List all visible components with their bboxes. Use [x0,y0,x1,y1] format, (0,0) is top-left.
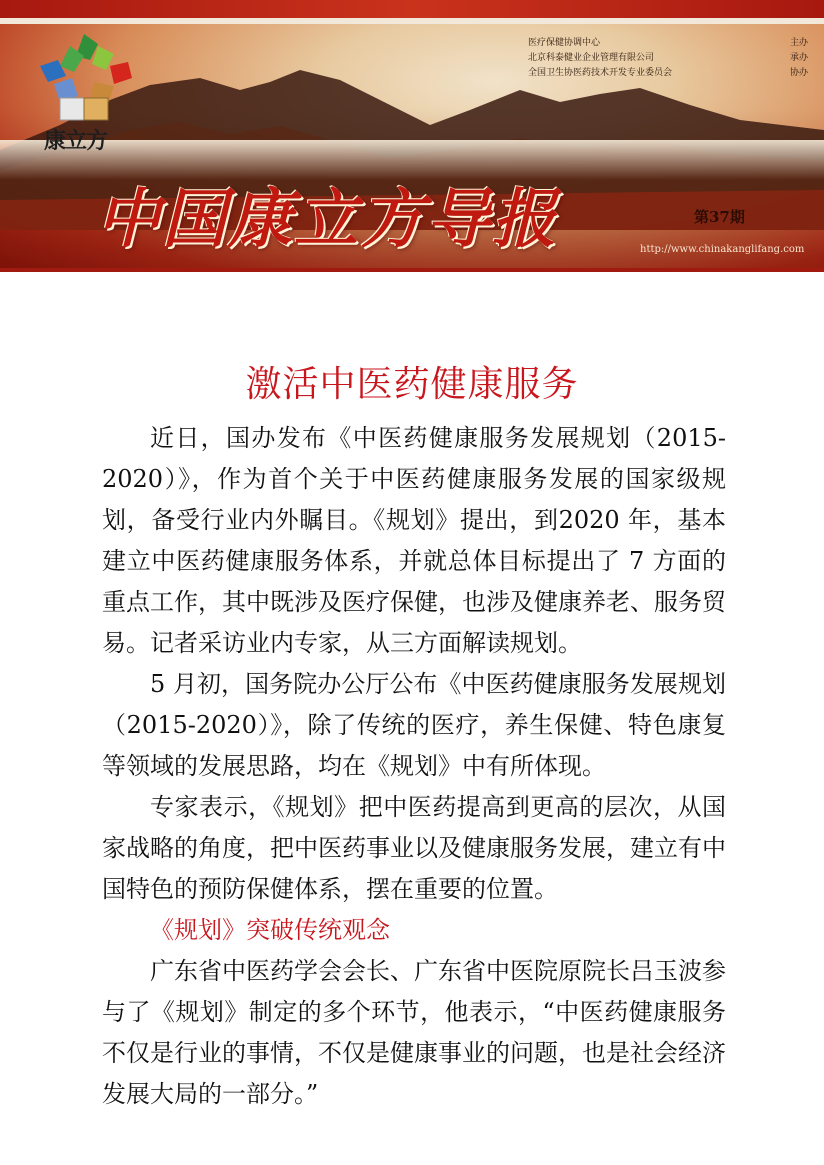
article-paragraph: 专家表示，《规划》把中医药提高到更高的层次，从国家战略的角度，把中医药事业以及健康服务发展，建立有中国特色的预防保健体系，摆在重要的位置。 [102,793,726,903]
sponsor-row [528,66,808,81]
sponsor-name: 全国卫生协医药技术开发专业委员会 [528,68,673,78]
article-paragraph: 广东省中医药学会会长、广东省中医院原院长吕玉波参与了《规划》制定的多个环节，他表示，“中医药健康服务不仅是行业的事情，不仅是健康事业的问题，也是社会经济发展大局的一部分。” [102,957,726,1108]
banner-top-stripe [0,0,824,18]
sponsor-role: 协办 [789,68,808,78]
sponsor-row [528,36,808,51]
banner-bottom-rule [0,268,824,272]
sponsor-row [528,51,808,66]
article-body [102,418,726,1115]
newspaper-masthead: 中国康立方导报 [96,182,558,257]
sponsor-name: 医疗保健协调中心 [528,38,601,48]
issue-number: 第37期 [694,208,745,226]
banner-top-rule [0,18,824,24]
article-paragraph: 近日，国办发布《中医药健康服务发展规划（2015-2020）》，作为首个关于中医药健康服务发展的国家级规划，备受行业内外瞩目。《规划》提出，到2020 年，基本建立中医药健康服务体系，并就总体目标提出了 7 方面的重点工作，其中既涉及医疗保健，也涉及健康养老、服务贸易。记者采访业内专家，从三方面解读规划。 [102,424,726,657]
sponsor-role: 承办 [789,53,808,63]
newspaper-banner [0,0,824,272]
logo-wordmark: 康立方 [44,129,108,154]
article-paragraph: 5 月初，国务院办公厅公布《中医药健康服务发展规划（2015-2020）》，除了传统的医疗，养生保健、特色康复等领域的发展思路，均在《规划》中有所体现。 [102,670,726,780]
section-subheading: 《规划》突破传统观念 [150,916,390,944]
article-headline: 激活中医药健康服务 [245,364,579,405]
website-url[interactable]: http://www.chinakanglifang.com [640,244,805,255]
sponsor-role: 主办 [789,38,808,48]
sponsor-list [528,36,808,81]
sponsor-name: 北京科泰健业企业管理有限公司 [528,53,655,63]
